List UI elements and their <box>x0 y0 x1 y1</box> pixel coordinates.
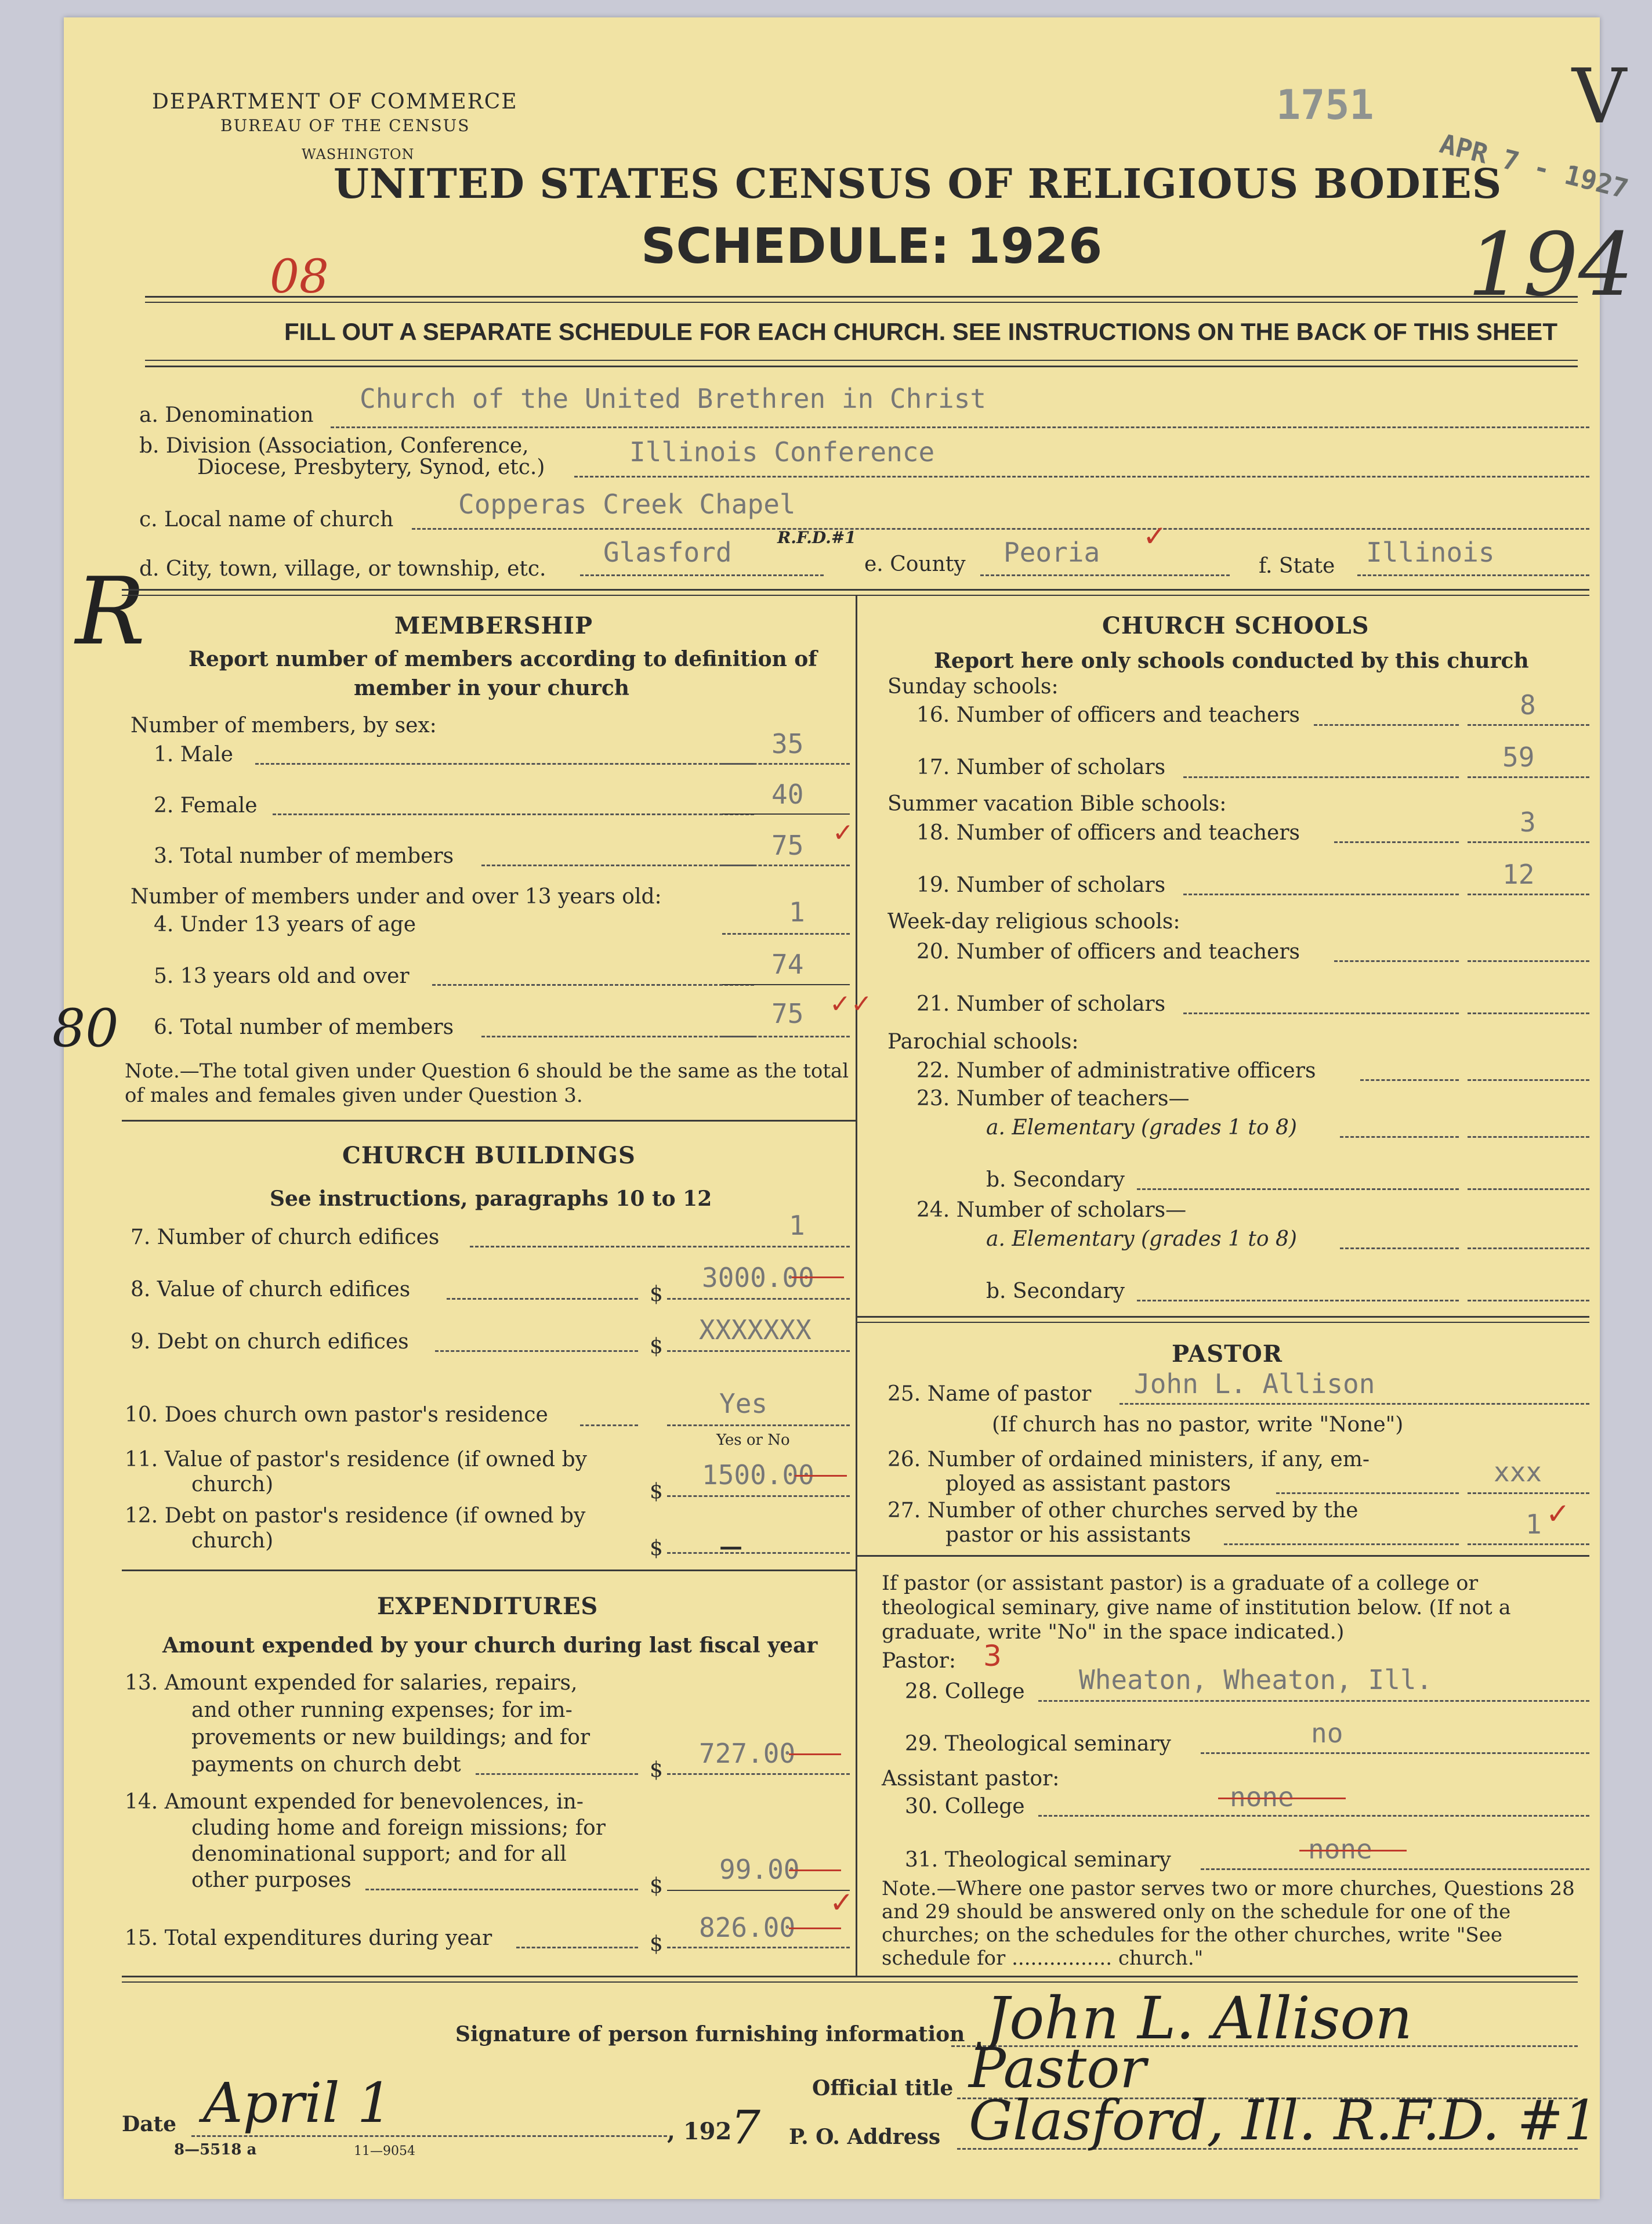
q16-value: 8 <box>1520 689 1536 721</box>
q13-line-3: provements or new buildings; and for <box>191 1726 590 1749</box>
q22-label: 22. Number of administrative officers <box>916 1059 1316 1083</box>
q18-value: 3 <box>1520 807 1536 838</box>
female-label: 2. Female <box>154 794 258 818</box>
female-value: 40 <box>771 779 804 810</box>
q16-label: 16. Number of officers and teachers <box>916 703 1300 727</box>
q26-value: xxx <box>1494 1456 1542 1488</box>
rfd-note: R.F.D.#1 <box>777 528 856 547</box>
parochial-label: Parochial schools: <box>887 1030 1079 1054</box>
pastor-note: Note.—Where one pastor serves two or more churches, Questions 28 and 29 should be answered only on the schedule for one of the churches; on the schedules for the other churches, write "See schedule for ................ church." <box>882 1877 1575 1970</box>
dollar-15: $ <box>650 1932 663 1956</box>
over13-value: 74 <box>771 949 804 980</box>
dollar-9: $ <box>650 1335 663 1358</box>
weekday-label: Week-day religious schools: <box>887 910 1180 934</box>
dollar-12: $ <box>650 1536 663 1560</box>
male-label: 1. Male <box>154 743 233 766</box>
total-members-label: 3. Total number of members <box>154 844 454 868</box>
po-address-value: Glasford, Ill. R.F.D. #1 <box>969 2089 1599 2153</box>
q18-label: 18. Number of officers and teachers <box>916 821 1300 845</box>
pastor-name-value: John L. Allison <box>1134 1368 1375 1400</box>
q28-value: Wheaton, Wheaton, Ill. <box>1079 1664 1433 1695</box>
by-sex-label: Number of members, by sex: <box>131 714 437 737</box>
city-value: Glasford <box>603 537 732 568</box>
total6-check-mark: ✓✓ <box>829 989 872 1019</box>
q14-line-3: denominational support; and for all <box>191 1842 567 1866</box>
yes-no-hint: Yes or No <box>716 1431 790 1449</box>
q15-value: 826.00 <box>699 1912 796 1943</box>
pastor-sub-label: Pastor: <box>882 1649 957 1673</box>
q13-line-1: 13. Amount expended for salaries, repairs, <box>125 1671 578 1695</box>
residence-own-label: 10. Does church own pastor's residence <box>125 1403 548 1427</box>
q27-value: 1 <box>1526 1509 1542 1540</box>
q14-line-4: other purposes <box>191 1868 352 1892</box>
date-value: April 1 <box>203 2071 393 2135</box>
membership-sub1: Report number of members according to definition of <box>189 647 817 671</box>
pastor-red-mark: 3 <box>983 1639 1002 1673</box>
q21-label: 21. Number of scholars <box>916 992 1166 1016</box>
q20-label: 20. Number of officers and teachers <box>916 940 1300 964</box>
edifice-value-label: 8. Value of church edifices <box>131 1278 411 1301</box>
code-08: 08 <box>270 249 329 303</box>
signature-label: Signature of person furnishing information <box>455 2022 965 2046</box>
residence-debt-value: — <box>719 1533 742 1560</box>
denomination-label: a. Denomination <box>139 403 314 427</box>
schedule-title: SCHEDULE: 1926 <box>641 218 1103 274</box>
q29-value: no <box>1311 1717 1343 1749</box>
male-value: 35 <box>771 728 804 760</box>
local-name-value: Copperas Creek Chapel <box>458 489 796 520</box>
residence-value-value: 1500.00 <box>702 1459 814 1491</box>
q13-value: 727.00 <box>699 1738 796 1769</box>
schools-sub: Report here only schools conducted by this church <box>934 649 1529 673</box>
q14-value: 99.00 <box>719 1854 800 1885</box>
sunday-label: Sunday schools: <box>887 675 1059 699</box>
city-label: WASHINGTON <box>302 146 415 162</box>
pastor-none-note: (If church has no pastor, write "None") <box>992 1413 1404 1437</box>
q26-label-1: 26. Number of ordained ministers, if any, em- <box>887 1448 1370 1471</box>
q14-line-1: 14. Amount expended for benevolences, in- <box>125 1790 584 1814</box>
division-value: Illinois Conference <box>629 436 935 468</box>
residence-debt-label-1: 12. Debt on pastor's residence (if owned by <box>125 1504 586 1528</box>
under13-label: 4. Under 13 years of age <box>154 913 416 936</box>
stamp-number: 1751 <box>1276 81 1374 129</box>
total6-value: 75 <box>771 998 804 1029</box>
year-prefix: , 192 <box>667 2118 732 2145</box>
q28-label: 28. College <box>905 1680 1025 1704</box>
membership-note: Note.—The total given under Question 6 should be the same as the total of males and females given under Question 3. <box>125 1059 849 1107</box>
q26-label-2: ployed as assistant pastors <box>945 1472 1231 1496</box>
summer-label: Summer vacation Bible schools: <box>887 792 1227 816</box>
form-code-1: 8—5518 a <box>174 2141 257 2158</box>
membership-title: MEMBERSHIP <box>394 612 593 639</box>
age-head-label: Number of members under and over 13 years old: <box>131 885 662 909</box>
q24a-label: a. Elementary (grades 1 to 8) <box>986 1227 1297 1251</box>
residence-debt-label-2: church) <box>191 1529 274 1553</box>
q27-label-1: 27. Number of other churches served by the <box>887 1499 1358 1523</box>
form-code-2: 11—9054 <box>354 2144 415 2158</box>
expenditures-title: EXPENDITURES <box>377 1593 599 1620</box>
q27-label-2: pastor or his assistants <box>945 1523 1191 1547</box>
residence-own-value: Yes <box>719 1388 768 1419</box>
total-members-value: 75 <box>771 830 804 861</box>
edifices-label: 7. Number of church edifices <box>131 1225 440 1249</box>
q14-line-2: cluding home and foreign missions; for <box>191 1816 606 1840</box>
q31-label: 31. Theological seminary <box>905 1848 1171 1872</box>
dollar-13: $ <box>650 1758 663 1782</box>
official-title-label: Official title <box>812 2076 954 2100</box>
membership-sub2: member in your church <box>354 676 629 700</box>
edifice-debt-value: XXXXXXX <box>699 1314 811 1346</box>
edifice-value-value: 3000.00 <box>702 1262 814 1293</box>
code-194: 194 <box>1468 215 1634 316</box>
dollar-11: $ <box>650 1480 663 1503</box>
state-label: f. State <box>1259 554 1335 578</box>
q19-value: 12 <box>1502 859 1535 890</box>
county-check-mark: ✓ <box>1143 519 1167 553</box>
q17-value: 59 <box>1502 742 1535 773</box>
q27-check-mark: ✓ <box>1546 1497 1570 1531</box>
year-digit: 7 <box>731 2100 760 2154</box>
county-value: Peoria <box>1003 537 1100 568</box>
check-mark-v: V <box>1572 52 1626 140</box>
q31-value: none <box>1308 1834 1372 1865</box>
census-schedule-sheet <box>52 17 1634 2199</box>
bureau-label: BUREAU OF THE CENSUS <box>220 116 470 135</box>
dollar-14: $ <box>650 1874 663 1898</box>
edifices-value: 1 <box>789 1210 805 1241</box>
margin-80-mark: 80 <box>52 998 119 1059</box>
county-label: e. County <box>864 552 966 576</box>
fill-instruction: FILL OUT A SEPARATE SCHEDULE FOR EACH CHURCH. SEE INSTRUCTIONS ON THE BACK OF THIS SHEET <box>284 318 1557 345</box>
q24-label: 24. Number of scholars— <box>916 1198 1187 1222</box>
assistant-label: Assistant pastor: <box>882 1767 1060 1791</box>
under13-value: 1 <box>789 896 805 928</box>
signature-value: John L. Allison <box>986 1984 1412 2052</box>
official-title-value: Pastor <box>969 2037 1146 2100</box>
pastor-title: PASTOR <box>1172 1340 1283 1368</box>
pastor-name-label: 25. Name of pastor <box>887 1382 1092 1406</box>
buildings-sub: See instructions, paragraphs 10 to 12 <box>270 1187 712 1211</box>
q14-check-mark: ✓ <box>829 1886 854 1919</box>
state-value: Illinois <box>1366 537 1495 568</box>
graduate-note: If pastor (or assistant pastor) is a graduate of a college or theological seminary, give name of institution below. (If not a graduate, write "No" in the space indicated.) <box>882 1572 1511 1644</box>
buildings-title: CHURCH BUILDINGS <box>342 1142 636 1169</box>
expenditures-sub: Amount expended by your church during last fiscal year <box>162 1633 818 1658</box>
form-title: UNITED STATES CENSUS OF RELIGIOUS BODIES <box>334 160 1502 208</box>
po-address-label: P. O. Address <box>789 2125 941 2149</box>
q17-label: 17. Number of scholars <box>916 755 1166 779</box>
schools-title: CHURCH SCHOOLS <box>1102 612 1370 639</box>
q13-line-4: payments on church debt <box>191 1753 461 1777</box>
dollar-8: $ <box>650 1282 663 1306</box>
total-check-mark: ✓ <box>832 818 854 848</box>
q30-value: none <box>1230 1781 1294 1813</box>
q19-label: 19. Number of scholars <box>916 873 1166 897</box>
q13-line-2: and other running expenses; for im- <box>191 1698 573 1722</box>
dept-label: DEPARTMENT OF COMMERCE <box>152 90 518 114</box>
over13-label: 5. 13 years old and over <box>154 964 410 988</box>
q23a-label: a. Elementary (grades 1 to 8) <box>986 1116 1297 1140</box>
q23-label: 23. Number of teachers— <box>916 1087 1190 1111</box>
q24b-label: b. Secondary <box>986 1279 1125 1303</box>
residence-value-label-2: church) <box>191 1473 274 1496</box>
division-label-2: Diocese, Presbytery, Synod, etc.) <box>197 455 545 479</box>
date-label: Date <box>122 2112 177 2136</box>
q15-label: 15. Total expenditures during year <box>125 1926 492 1950</box>
residence-value-label-1: 11. Value of pastor's residence (if owned by <box>125 1448 588 1471</box>
q23b-label: b. Secondary <box>986 1168 1125 1192</box>
stamp-date: APR 7 - 1927 <box>1436 128 1632 205</box>
q30-label: 30. College <box>905 1795 1025 1818</box>
division-label-1: b. Division (Association, Conference, <box>139 434 529 458</box>
margin-r-mark: R <box>75 557 146 666</box>
local-name-label: c. Local name of church <box>139 508 394 531</box>
edifice-debt-label: 9. Debt on church edifices <box>131 1330 409 1354</box>
denomination-value: Church of the United Brethren in Christ <box>360 383 987 414</box>
total6-label: 6. Total number of members <box>154 1015 454 1039</box>
city-label: d. City, town, village, or township, etc. <box>139 557 546 581</box>
q29-label: 29. Theological seminary <box>905 1732 1171 1756</box>
